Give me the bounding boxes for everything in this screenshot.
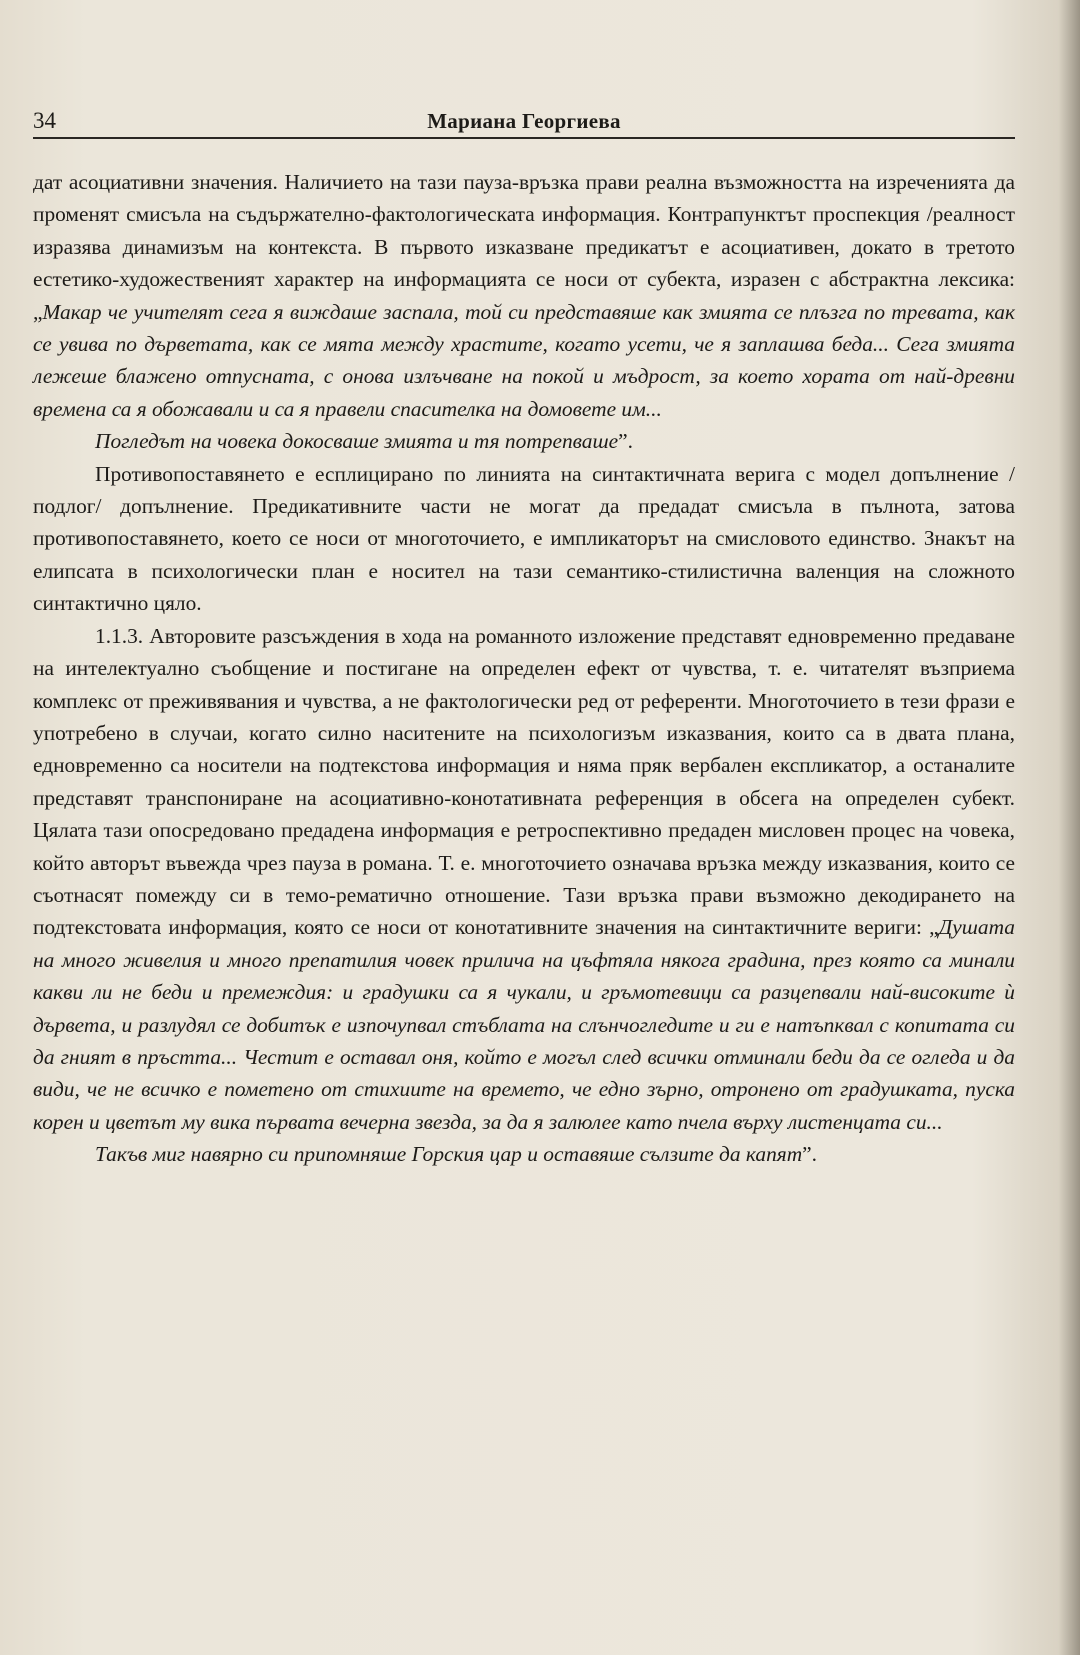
paragraph (33, 458, 1015, 620)
text-segment: дат асоциативни значения. Наличието на тази пауза-връзка прави реална възможността на изреченията да променят смисъла на съдържателно-фактологическата информация. Контрапунктът проспекция /реалност изразява динамизъм на контекста. В първото изказване предикатът е асоциативен, докато в третото естетико-художественият характер на информацията се носи от субекта, изразен с абстрактна лексика: „ (33, 170, 1015, 324)
quoted-passage: Душата на много живелия и много препатилия човек прилича на цъфтяла някога градина, през която са минали какви ли не беди и премеждия: и градушки са я чукали, и гръмотевици са разцепвали най-високите ѝ дървета, и разлудял се добитък е изпочупвал стъблата на слънчогледите и ги е натъпквал с копитата си да гният в пръстта... Честит е оставал оня, който е могъл след всички отминали беди да се огледа и да види, че не всичко е пометено от стихиите на времето, че едно зърно, отронено от градушката, пуска корен и цветът му вика първата вечерна звезда, за да я залюлее като пчела върху листенцата си... (33, 915, 1015, 1134)
paragraph (33, 1138, 1015, 1170)
page-number: 34 (33, 108, 56, 133)
running-title: Мариана Георгиева (427, 109, 621, 133)
body-text (33, 166, 1015, 1171)
page-header (33, 108, 1015, 138)
paragraph (33, 166, 1015, 425)
text-segment: ”. (802, 1142, 817, 1167)
header-rule (33, 137, 1015, 139)
text-segment: 1.1.3. Авторовите разсъждения в хода на романното изложение представят едновременно предаване на интелектуално съобщение и постигане на определен ефект от чувства, т. е. читателят възприема комплекс от преживявания и чувства, а не фактологически ред от референти. Многоточието в тези фрази е употребено в случаи, когато силно наситените на психологизъм изказвания, които са в двата плана, едновременно са носители на подтекстова информация и няма пряк вербален експликатор, а останалите представят транспониране на асоциативно-конотативната референция в обсега на определен субект. Цялата тази опосредовано предадена информация е ретроспективно предаден мисловен процес на човека, който авторът въвежда чрез пауза в романа. Т. е. многоточието означава връзка между изказвания, които се съотнасят помежду си в темо-рематично отношение. Тази връзка прави възможно декодирането на подтекстовата информация, която се носи от конотативните значения на синтактичните вериги: „ (33, 623, 1015, 940)
paragraph (33, 620, 1015, 1139)
paragraph (33, 425, 1015, 457)
quoted-passage: Погледът на човека докосваше змията и тя потрепваше (95, 429, 619, 454)
text-segment: ”. (618, 429, 633, 454)
quoted-passage: Такъв миг навярно си припомняше Горския цар и оставяше сълзите да капят (95, 1142, 803, 1167)
quoted-passage: Макар че учителят сега я виждаше заспала, той си представяше как змията се плъзга по тревата, как се увива по дърветата, как се мята между храстите, когато усети, че я заплашва беда... Сега змията лежеше блажено отпусната, с онова излъчване на покой и мъдрост, за което хората от най-древни времена са я обожавали и са я правели спасителка на домовете им... (33, 299, 1015, 421)
text-segment: Противопоставянето е есплицирано по линията на синтактичната верига с модел допълнение /подлог/ допълнение. Предикативните части не могат да предадат смисъла в пълнота, затова противопоставянето, което се носи от многоточието, е импликаторът на смисловото единство. Знакът на елипсата в психологически план е носител на тази семантико-стилистична валенция на сложното синтактично цяло. (33, 461, 1015, 616)
